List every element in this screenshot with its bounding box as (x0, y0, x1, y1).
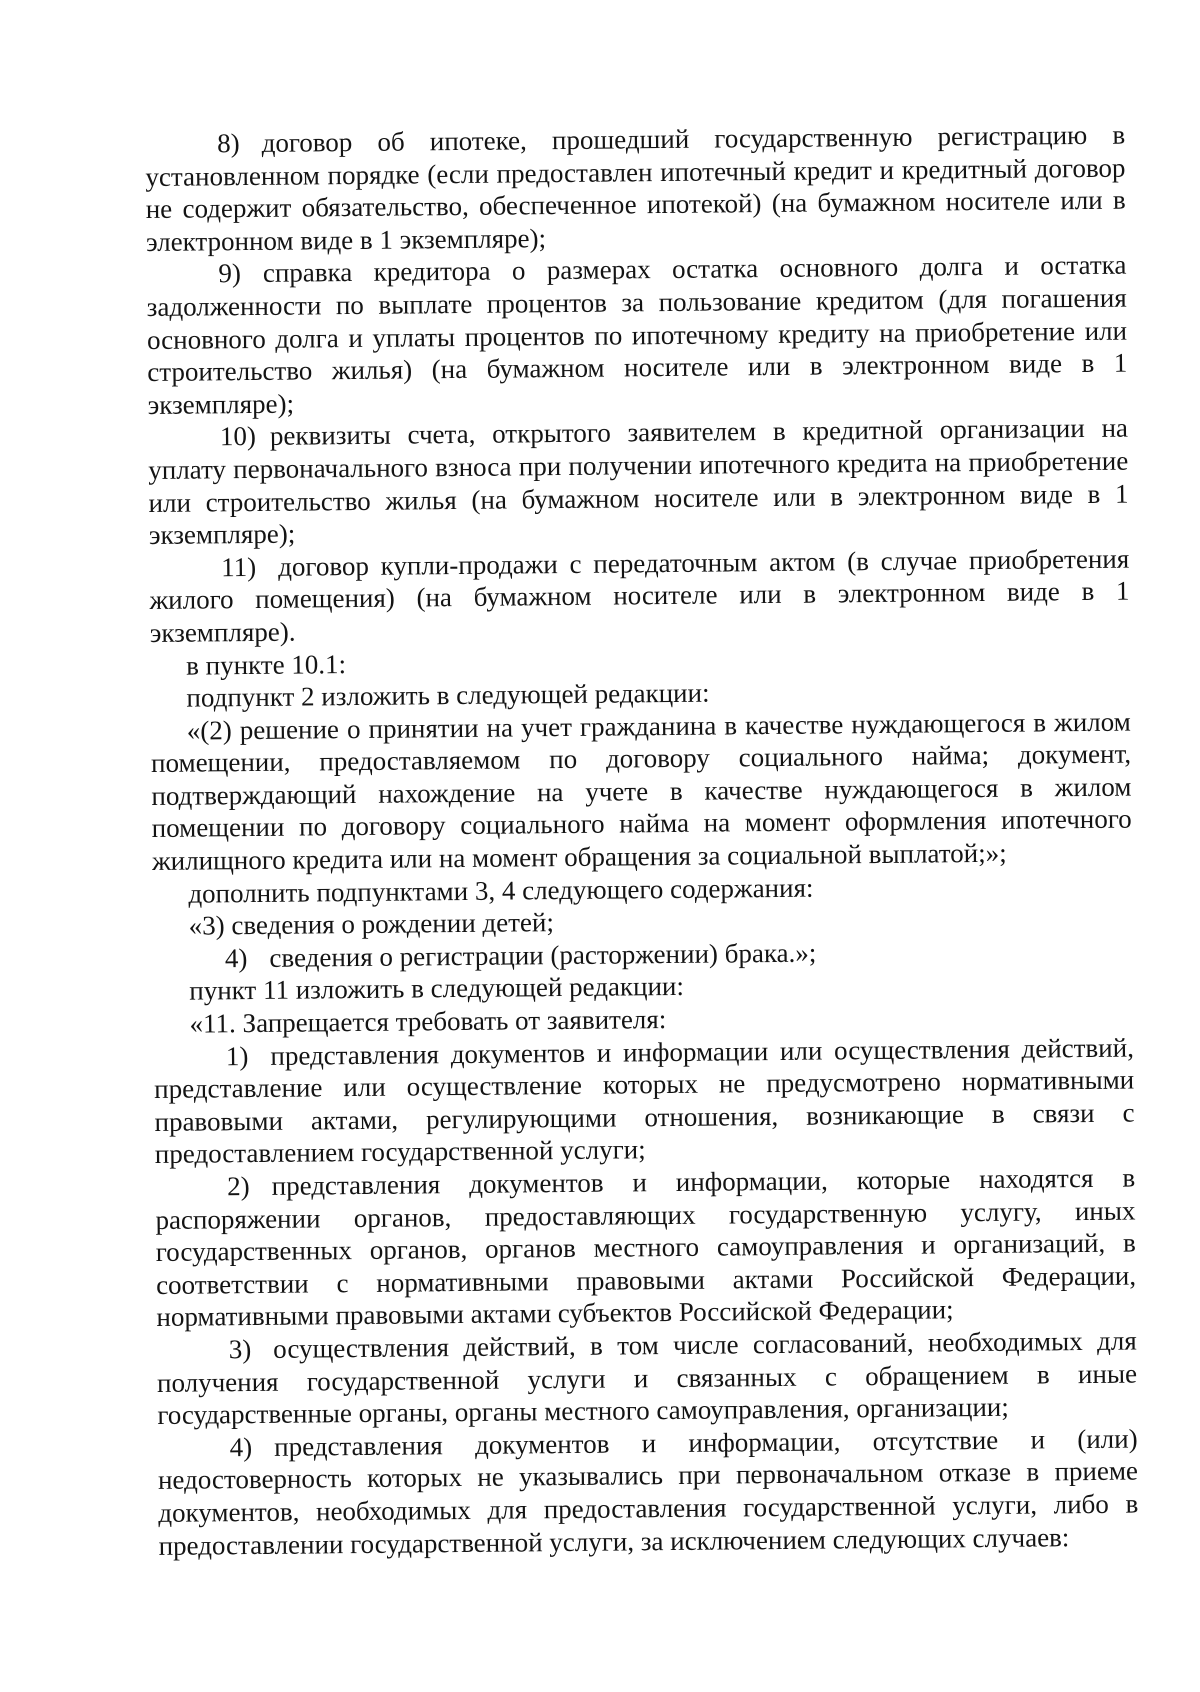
item-number: 2) (227, 1171, 250, 1202)
list-item-3-prohibition (157, 1325, 1138, 1432)
paragraph-text: пункт 11 изложить в следующей редакции: (189, 971, 685, 1007)
item-text: справка кредитора о размерах остатка основного долга и остатка задолженности по выплате процентов за пользование кредитом (для погашения основного долга и уплаты процентов по ипотечному кредиту на приобретение или строительство жилья) (на бумажном носителе или в электронном виде в 1 экземпляре); (146, 249, 1128, 420)
paragraph-text: «11. Запрещается требовать от заявителя: (189, 1004, 667, 1039)
item-number: 10) (219, 421, 257, 452)
document-page (145, 119, 1139, 1562)
paragraph-text: «3) сведения о рождении детей; (188, 907, 555, 941)
list-item-9 (146, 249, 1128, 421)
item-number: 4) (229, 1431, 253, 1462)
paragraph-text: «(2) решение о принятии на учет гражданина в качестве нуждающегося в жилом помещении, предоставляемом по договору социального найма; документ, подтверждающий нахождение на учете в качестве нуждающегося в жилом помещении по договору социального найма на момент оформления ипотечного жилищного кредита или на момент обращения за социальной выплатой;»; (150, 706, 1132, 877)
item-text: представления документов и информации, которые находятся в распоряжении органов, предоставляющих государственную услугу, иных государственных органов, органов местного самоуправления и организаций, в соответствии с нормативными правовыми актами Российской Федерации, нормативными правовыми актами субъектов Российской Федерации; (155, 1162, 1137, 1333)
item-number: 8) (217, 128, 240, 159)
item-text: представления документов и информации, отсутствие и (или) недостоверность которых не указывались при первоначальном отказе в приеме документов, необходимых для предоставления государственной услуги, либо в предоставлении государственной услуги, за исключением следующих случаев: (157, 1423, 1139, 1561)
item-text: осуществления действий, в том числе согласований, необходимых для получения государственной услуги и связанных с обращением в иные государственные органы, органы местного самоуправления, организации; (156, 1325, 1138, 1431)
item-number: 3) (228, 1334, 252, 1365)
item-number: 1) (225, 1040, 249, 1071)
item-text: представления документов и информации или осуществления действий, представление или осуществление которых не предусмотрено нормативными правовыми актами, регулирующими отношения, возникающие в связи с предоставлением государственной услуги; (154, 1032, 1135, 1170)
list-item-4-prohibition (158, 1422, 1139, 1562)
list-item-8 (145, 119, 1126, 259)
item-text: договор об ипотеке, прошедший государственную регистрацию в установленном порядке (если предоставлен ипотечный кредит и кредитный договор не содержит обязательство, обеспеченное ипотекой) (на бумажном носителе или в электронном виде в 1 экземпляре); (145, 119, 1126, 257)
item-text: сведения о регистрации (расторжении) брака.»; (269, 937, 817, 973)
paragraph-text: в пункте 10.1: (186, 648, 347, 681)
item-number: 11) (221, 551, 257, 583)
item-text: договор купли-продажи с передаточным актом (в случае приобретения жилого помещения) (на бумажном носителе или в электронном виде в 1 экземпляре). (149, 543, 1130, 648)
item-text: реквизиты счета, открытого заявителем в кредитной организации на уплату первоначального взноса при получении ипотечного кредита на приобретение или строительство жилья (на бумажном носителе или в электронном виде в 1 экземпляре); (148, 412, 1129, 551)
list-item-1-prohibition (154, 1031, 1135, 1171)
paragraph-text: подпункт 2 изложить в следующей редакции: (186, 677, 710, 713)
paragraph-text: дополнить подпунктами 3, 4 следующего содержания: (188, 872, 814, 909)
list-item-2-prohibition (155, 1162, 1137, 1334)
list-item-10 (148, 412, 1129, 552)
item-number: 9) (218, 258, 242, 289)
item-number: 4) (224, 942, 248, 974)
list-item-11 (149, 542, 1130, 649)
paragraph-subclause-2-text (151, 705, 1133, 877)
